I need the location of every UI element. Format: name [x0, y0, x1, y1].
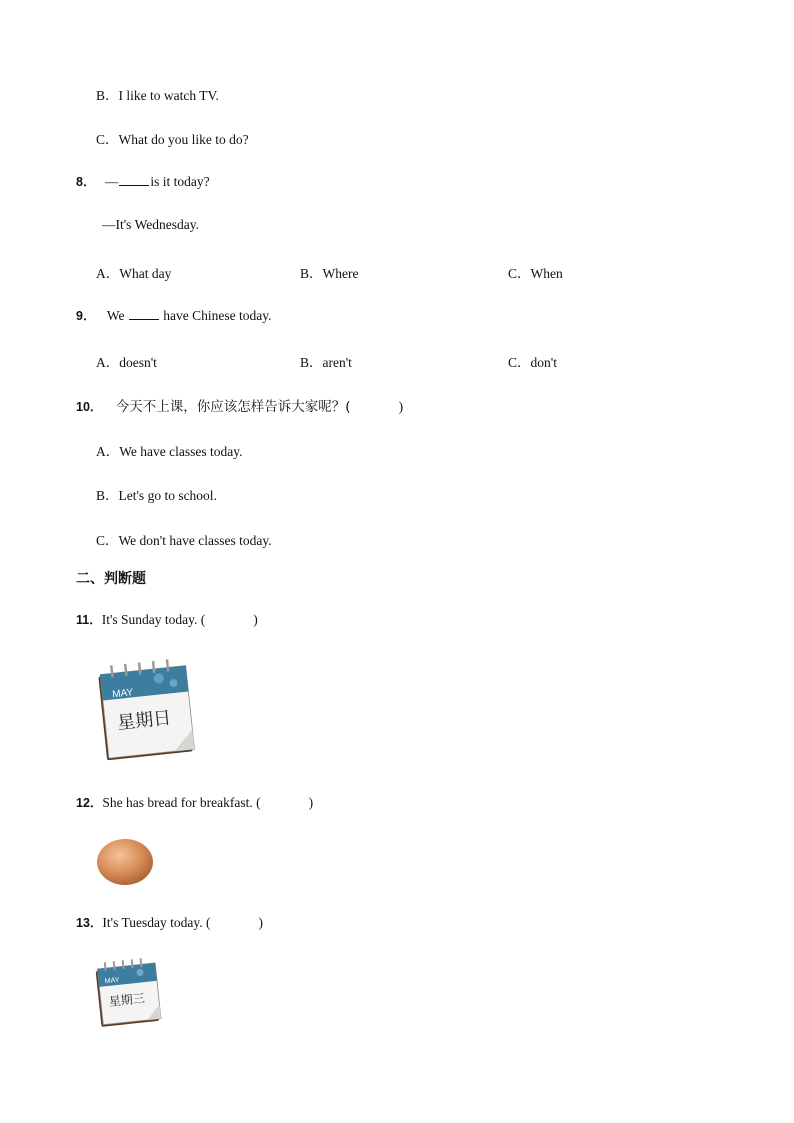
q8-option-b: B．Where: [300, 266, 359, 281]
q11-stem: 11．It's Sunday today. ( ): [76, 612, 258, 627]
q12-number: 12．: [76, 796, 103, 810]
section-heading: 二、判断题: [76, 571, 146, 587]
calendar-month-label: MAY: [104, 976, 120, 986]
calendar-month-label: MAY: [111, 687, 134, 701]
q8-answer: —It's Wednesday.: [102, 217, 199, 232]
q9-stem: 9． We have Chinese today.: [76, 308, 272, 323]
q9-blank: [129, 309, 159, 320]
q9-option-c: C．don't: [508, 355, 557, 370]
calendar-day-label: 星期日: [116, 707, 173, 735]
q7-option-c: C．What do you like to do?: [96, 132, 249, 147]
calendar-icon: [92, 956, 162, 1028]
q10-option-b: B．Let's go to school.: [96, 488, 217, 503]
q9-option-b: B．aren't: [300, 355, 352, 370]
q8-stem: 8． — is it today?: [76, 174, 210, 189]
q9-number: 9．: [76, 309, 96, 323]
q10-option-a: A．We have classes today.: [96, 444, 243, 459]
q10-number: 10．: [76, 400, 103, 414]
calendar-icon: [92, 654, 200, 764]
calendar-day-label: 星期三: [108, 991, 146, 1009]
q11-number: 11．: [76, 613, 102, 627]
q10-option-c: C．We don't have classes today.: [96, 533, 272, 548]
q8-number: 8．: [76, 175, 96, 189]
q13-number: 13．: [76, 916, 103, 930]
q8-blank: [119, 175, 149, 186]
q9-option-a: A．doesn't: [96, 355, 157, 370]
q7-option-b: B．I like to watch TV.: [96, 88, 219, 103]
q8-option-a: A．What day: [96, 266, 172, 281]
q12-stem: 12．She has bread for breakfast. ( ): [76, 795, 314, 810]
q10-stem: 10． 今天不上课，你应该怎样告诉大家呢？( ): [76, 399, 404, 415]
q13-stem: 13．It's Tuesday today. ( ): [76, 915, 263, 930]
q8-option-c: C．When: [508, 266, 563, 281]
egg-icon: [94, 836, 156, 888]
